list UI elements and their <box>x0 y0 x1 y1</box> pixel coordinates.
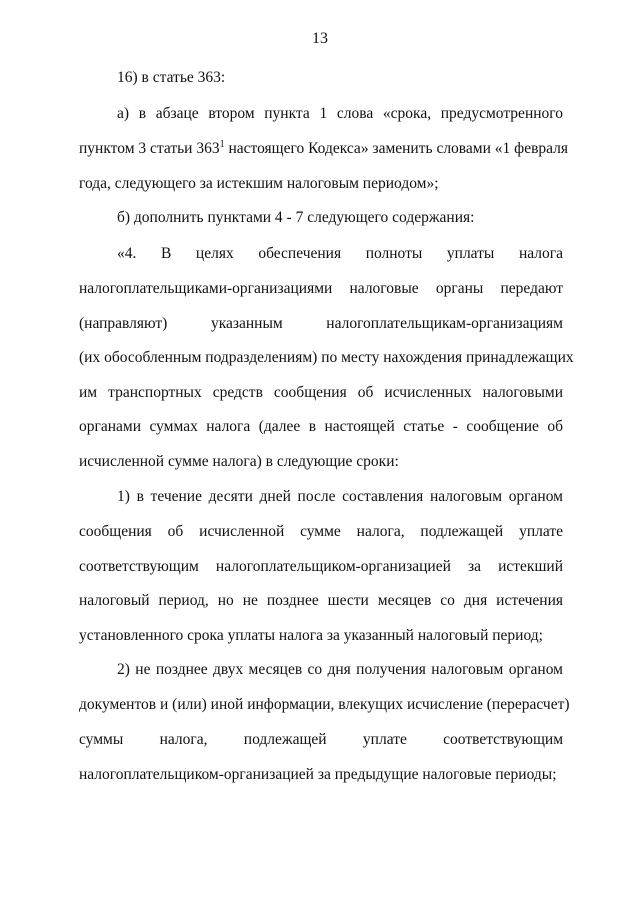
item-16-heading: 16) в статье 363: <box>117 69 226 86</box>
point-4-line-6: органами суммах налога (далее в настоящей статье - сообщение об <box>79 418 563 435</box>
point-4-line-1: «4. В целях обеспечения полноты уплаты налога <box>117 245 563 262</box>
subpoint-2-line-2: документов и (или) иной информации, влекущих исчисление (перерасчет) <box>79 696 570 713</box>
point-4-line-4: (их обособленным подразделениям) по месту нахождения принадлежащих <box>79 349 574 366</box>
point-4-line-2: налогоплательщиками-организациями налоговые органы передают <box>79 280 563 297</box>
subitem-a-line-2-start: пунктом 3 статьи 363 <box>79 140 220 157</box>
subpoint-2-line-3: суммы налога, подлежащей уплате соответствующим <box>79 731 563 748</box>
subpoint-1-line-3: соответствующим налогоплательщиком-организацией за истекший <box>79 558 563 575</box>
subitem-a-line-3: года, следующего за истекшим налоговым периодом»; <box>79 175 439 192</box>
page-number: 13 <box>312 30 328 47</box>
subpoint-1-line-4: налоговый период, но не позднее шести месяцев со дня истечения <box>79 592 563 609</box>
point-4-line-7: исчисленной сумме налога) в следующие сроки: <box>79 453 399 470</box>
subpoint-2-line-4: налогоплательщиком-организацией за предыдущие налоговые периоды; <box>79 766 557 783</box>
subpoint-1-line-1: 1) в течение десяти дней после составления налоговым органом <box>117 488 563 505</box>
subitem-a-line-1: а) в абзаце втором пункта 1 слова «срока, предусмотренного <box>117 105 563 122</box>
subpoint-1-line-2: сообщения об исчисленной сумме налога, подлежащей уплате <box>79 523 563 540</box>
superscript-1: 1 <box>219 139 225 150</box>
subpoint-1-line-5: установленного срока уплаты налога за указанный налоговый период; <box>79 627 543 644</box>
subpoint-2-line-1: 2) не позднее двух месяцев со дня получения налоговым органом <box>117 661 563 678</box>
subitem-a-line-2 <box>79 139 569 159</box>
subitem-a-line-2-end: настоящего Кодекса» заменить словами «1 февраля <box>224 140 569 157</box>
point-4-line-5: им транспортных средств сообщения об исчисленных налоговыми <box>79 384 563 401</box>
point-4-line-3: (направляют) указанным налогоплательщикам-организациям <box>79 315 563 332</box>
subitem-b-line-1: б) дополнить пунктами 4 - 7 следующего содержания: <box>117 209 475 226</box>
